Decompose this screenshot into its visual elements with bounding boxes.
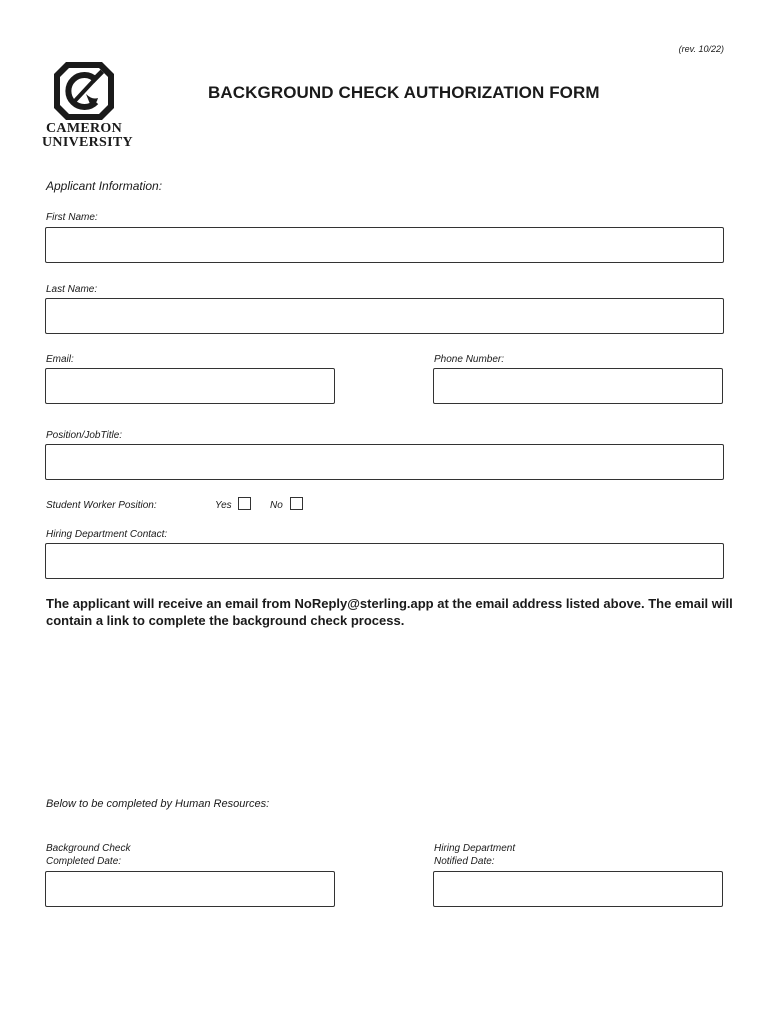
phone-field[interactable] bbox=[433, 368, 723, 404]
bg-check-label-line2: Completed Date: bbox=[46, 856, 122, 867]
email-label: Email: bbox=[46, 354, 74, 365]
hr-section-label: Below to be completed by Human Resources: bbox=[46, 798, 270, 810]
last-name-label: Last Name: bbox=[46, 284, 98, 295]
notified-label-line1: Hiring Department bbox=[434, 843, 516, 854]
position-label: Position/JobTitle: bbox=[46, 430, 123, 441]
email-field[interactable] bbox=[45, 368, 335, 404]
hiring-contact-field[interactable] bbox=[45, 543, 724, 579]
notified-label-line2: Notified Date: bbox=[434, 856, 495, 867]
no-checkbox[interactable] bbox=[290, 497, 303, 510]
notified-date-field[interactable] bbox=[433, 871, 723, 907]
university-logo bbox=[42, 60, 133, 150]
first-name-field[interactable] bbox=[45, 227, 724, 263]
student-worker-label: Student Worker Position: bbox=[46, 500, 157, 511]
revision-note: (rev. 10/22) bbox=[678, 44, 724, 54]
logo-text-university: UNIVERSITY bbox=[42, 135, 133, 150]
applicant-section-label: Applicant Information: bbox=[46, 179, 163, 193]
last-name-field[interactable] bbox=[45, 298, 724, 334]
logo-text-cameron: CAMERON bbox=[46, 121, 122, 136]
first-name-label: First Name: bbox=[46, 212, 98, 223]
email-notice: The applicant will receive an email from NoReply@sterling.app at the email address listed above. The email will contain a link to complete the background check process. bbox=[46, 596, 733, 628]
bg-check-date-field[interactable] bbox=[45, 871, 335, 907]
shield-icon bbox=[52, 60, 116, 122]
yes-label: Yes bbox=[215, 500, 232, 511]
bg-check-label-line1: Background Check bbox=[46, 843, 131, 854]
no-label: No bbox=[270, 500, 283, 511]
form-title: BACKGROUND CHECK AUTHORIZATION FORM bbox=[208, 83, 600, 102]
yes-checkbox[interactable] bbox=[238, 497, 251, 510]
phone-label: Phone Number: bbox=[434, 354, 505, 365]
hiring-contact-label: Hiring Department Contact: bbox=[46, 529, 168, 540]
position-field[interactable] bbox=[45, 444, 724, 480]
